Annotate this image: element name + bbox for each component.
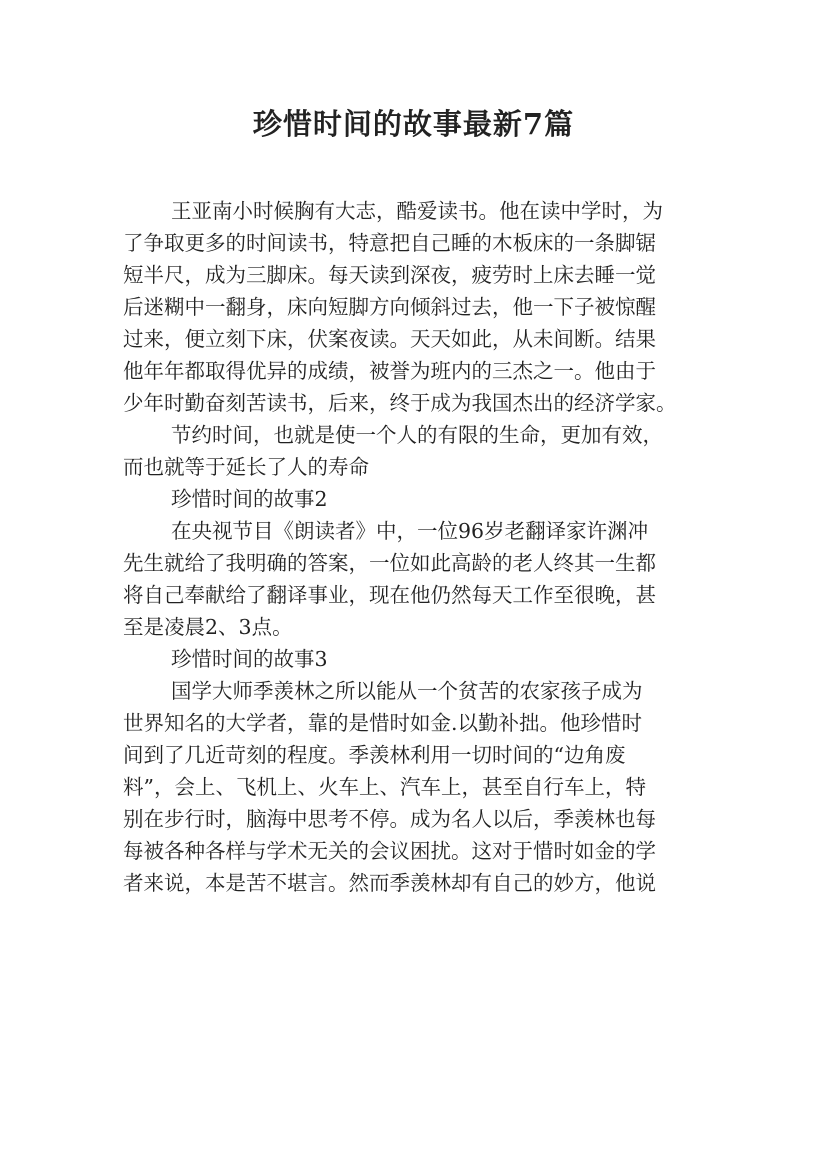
body-line: 将自己奉献给了翻译事业，现在他仍然每天工作至很晚，甚 (123, 583, 656, 607)
body-line: 过来，便立刻下床，伏案夜读。天天如此，从未间断。结果 (123, 327, 656, 351)
body-line: 先生就给了我明确的答案，一位如此高龄的老人终其一生都 (123, 551, 656, 575)
section-heading: 珍惜时间的故事2 (171, 487, 328, 511)
body-line: 者来说，本是苦不堪言。然而季羡林却有自己的妙方，他说 (123, 871, 656, 895)
body-line: 世界知名的大学者，靠的是惜时如金.以勤补拙。他珍惜时 (123, 711, 643, 735)
body-line: 节约时间，也就是使一个人的有限的生命，更加有效， (171, 423, 663, 447)
body-line: 料”，会上、飞机上、火车上、汽车上，甚至自行车上，特 (123, 775, 646, 799)
body-line: 每被各种各样与学术无关的会议困扰。这对于惜时如金的学 (123, 839, 656, 863)
body-line: 他年年都取得优异的成绩，被誉为班内的三杰之一。他由于 (123, 359, 656, 383)
body-line: 国学大师季羡林之所以能从一个贫苦的农家孩子成为 (171, 679, 643, 703)
body-line: 了争取更多的时间读书，特意把自己睡的木板床的一条脚锯 (123, 231, 656, 255)
section-heading: 珍惜时间的故事3 (171, 647, 328, 671)
body-line: 后迷糊中一翻身，床向短脚方向倾斜过去，他一下子被惊醒 (123, 295, 656, 319)
body-line: 间到了几近苛刻的程度。季羡林利用一切时间的“边角废 (123, 743, 626, 767)
body-line: 在央视节目《朗读者》中，一位96岁老翻译家许渊冲 (171, 519, 649, 543)
body-line: 少年时勤奋刻苦读书，后来，终于成为我国杰出的经济学家。 (123, 391, 677, 415)
body-line: 别在步行时，脑海中思考不停。成为名人以后，季羡林也每 (123, 807, 656, 831)
body-line: 而也就等于延长了人的寿命 (123, 455, 369, 479)
body-line: 至是凌晨2、3点。 (123, 615, 293, 639)
body-line: 短半尺，成为三脚床。每天读到深夜，疲劳时上床去睡一觉 (123, 263, 656, 287)
document-title: 珍惜时间的故事最新7篇 (252, 107, 575, 141)
body-line: 王亚南小时候胸有大志，酷爱读书。他在读中学时，为 (171, 199, 663, 223)
